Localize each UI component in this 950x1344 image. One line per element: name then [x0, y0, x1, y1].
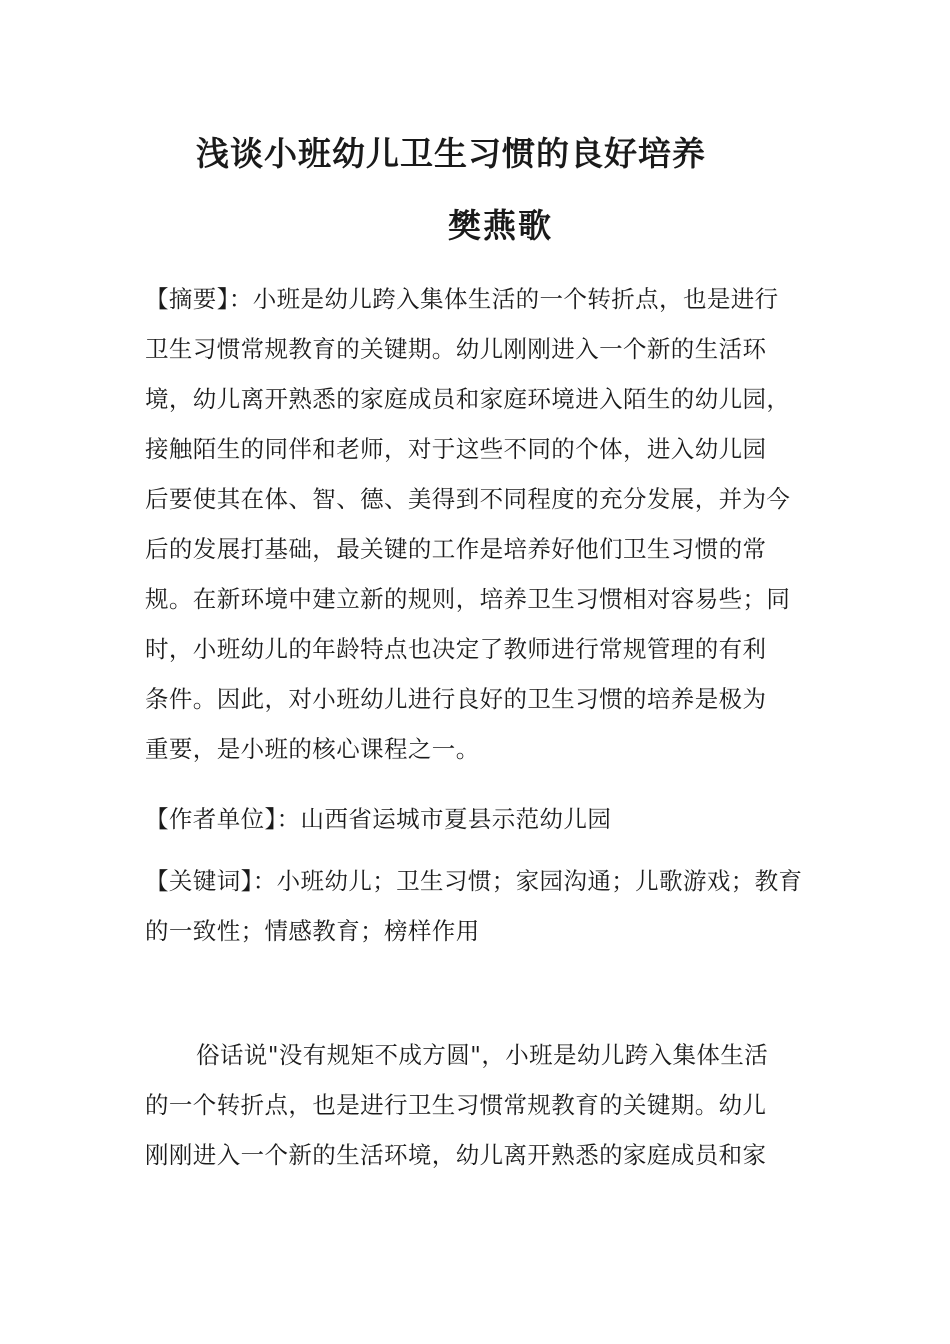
- abstract-line: 后的发展打基础，最关键的工作是培养好他们卫生习惯的常: [145, 535, 767, 563]
- keywords-line: 【关键词】：小班幼儿；卫生习惯；家园沟通；儿歌游戏；教育: [145, 867, 803, 895]
- abstract-line: 接触陌生的同伴和老师，对于这些不同的个体，进入幼儿园: [145, 435, 767, 463]
- abstract-line: 后要使其在体、智、德、美得到不同程度的充分发展，并为今: [145, 485, 791, 513]
- body-line: 刚刚进入一个新的生活环境，幼儿离开熟悉的家庭成员和家: [145, 1141, 767, 1169]
- author-unit: 【作者单位】：山西省运城市夏县示范幼儿园: [145, 805, 612, 833]
- document-title: 浅谈小班幼儿卫生习惯的良好培养: [196, 134, 706, 173]
- abstract-line: 【摘要】：小班是幼儿跨入集体生活的一个转折点，也是进行: [145, 285, 779, 313]
- body-line: 的一个转折点，也是进行卫生习惯常规教育的关键期。幼儿: [145, 1091, 767, 1119]
- author-name: 樊燕歌: [448, 206, 553, 245]
- abstract-line: 境，幼儿离开熟悉的家庭成员和家庭环境进入陌生的幼儿园，: [145, 385, 791, 413]
- abstract-line: 时，小班幼儿的年龄特点也决定了教师进行常规管理的有利: [145, 635, 767, 663]
- abstract-line: 条件。因此，对小班幼儿进行良好的卫生习惯的培养是极为: [145, 685, 767, 713]
- abstract-line: 卫生习惯常规教育的关键期。幼儿刚刚进入一个新的生活环: [145, 335, 767, 363]
- keywords-line: 的一致性；情感教育；榜样作用: [145, 917, 480, 945]
- abstract-line: 规。在新环境中建立新的规则，培养卫生习惯相对容易些；同: [145, 585, 791, 613]
- body-line: 俗话说"没有规矩不成方圆"，小班是幼儿跨入集体生活: [196, 1041, 769, 1069]
- abstract-line: 重要，是小班的核心课程之一。: [145, 735, 480, 763]
